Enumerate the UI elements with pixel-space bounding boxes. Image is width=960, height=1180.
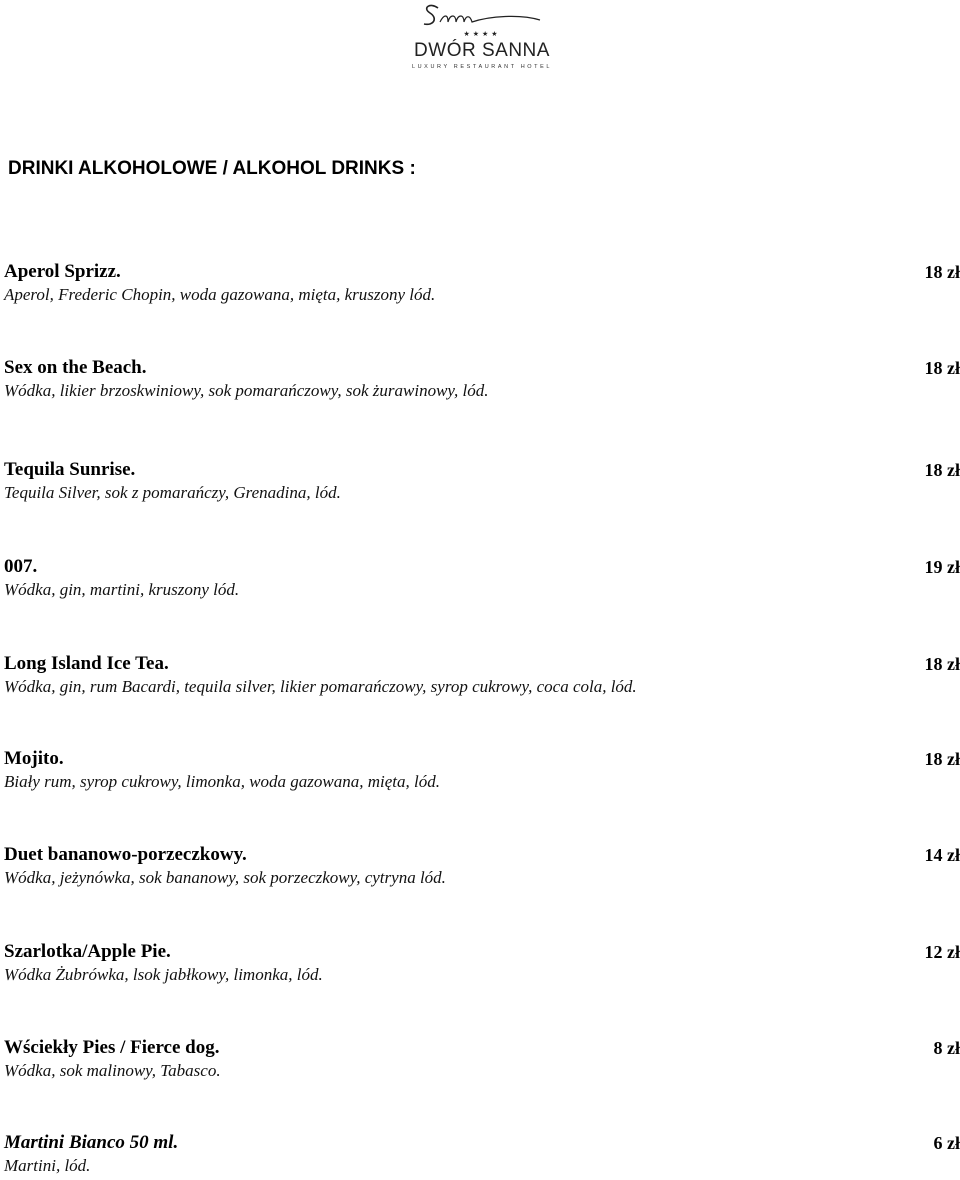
item-price: 12 zł xyxy=(924,942,960,962)
item-price: 6 zł xyxy=(933,1133,960,1153)
page-title: DRINKI ALKOHOLOWE / ALKOHOL DRINKS : xyxy=(8,158,416,179)
logo-tagline: LUXURY RESTAURANT HOTEL xyxy=(411,64,553,70)
menu-item xyxy=(4,1131,960,1179)
item-name: Tequila Sunrise. xyxy=(4,459,136,480)
item-price: 14 zł xyxy=(924,845,960,865)
hotel-logo xyxy=(400,0,564,78)
item-name: Wściekły Pies / Fierce dog. xyxy=(4,1037,220,1058)
item-price: 18 zł xyxy=(924,749,960,769)
item-description: Wódka Żubrówka, lsok jabłkowy, limonka, lód. xyxy=(4,965,323,984)
logo-stars: ★★★★ xyxy=(463,30,501,38)
item-name: Sex on the Beach. xyxy=(4,357,147,378)
item-name: Aperol Sprizz. xyxy=(4,261,121,282)
menu-item xyxy=(4,747,960,795)
menu-item xyxy=(4,555,960,603)
menu-item xyxy=(4,458,960,506)
item-description: Wódka, sok malinowy, Tabasco. xyxy=(4,1061,221,1080)
item-description: Aperol, Frederic Chopin, woda gazowana, mięta, kruszony lód. xyxy=(4,285,436,304)
item-price: 18 zł xyxy=(924,654,960,674)
item-description: Wódka, likier brzoskwiniowy, sok pomarańczowy, sok żurawinowy, lód. xyxy=(4,381,489,400)
signature-logo-mark xyxy=(400,0,564,32)
item-description: Wódka, gin, rum Bacardi, tequila silver, likier pomarańczowy, syrop cukrowy, coca cola, lód. xyxy=(4,677,637,696)
item-price: 18 zł xyxy=(924,358,960,378)
logo-name: DWÓR SANNA xyxy=(414,40,550,61)
item-name: Martini Bianco 50 ml. xyxy=(4,1132,179,1153)
item-name: Long Island Ice Tea. xyxy=(4,653,169,674)
item-price: 18 zł xyxy=(924,460,960,480)
item-name: Mojito. xyxy=(4,748,64,769)
menu-item xyxy=(4,843,960,891)
menu-item xyxy=(4,652,960,700)
item-price: 19 zł xyxy=(924,557,960,577)
item-price: 18 zł xyxy=(924,262,960,282)
item-description: Wódka, gin, martini, kruszony lód. xyxy=(4,580,240,599)
menu-item xyxy=(4,940,960,988)
item-description: Martini, lód. xyxy=(4,1156,91,1175)
item-name: 007. xyxy=(4,556,38,577)
item-description: Wódka, jeżynówka, sok bananowy, sok porzeczkowy, cytryna lód. xyxy=(4,868,446,887)
menu-item xyxy=(4,260,960,308)
item-price: 8 zł xyxy=(933,1038,960,1058)
menu-item xyxy=(4,1036,960,1084)
item-name: Szarlotka/Apple Pie. xyxy=(4,941,171,962)
menu-item xyxy=(4,356,960,404)
item-description: Tequila Silver, sok z pomarańczy, Grenadina, lód. xyxy=(4,483,341,502)
item-name: Duet bananowo-porzeczkowy. xyxy=(4,844,247,865)
item-description: Biały rum, syrop cukrowy, limonka, woda gazowana, mięta, lód. xyxy=(4,772,440,791)
